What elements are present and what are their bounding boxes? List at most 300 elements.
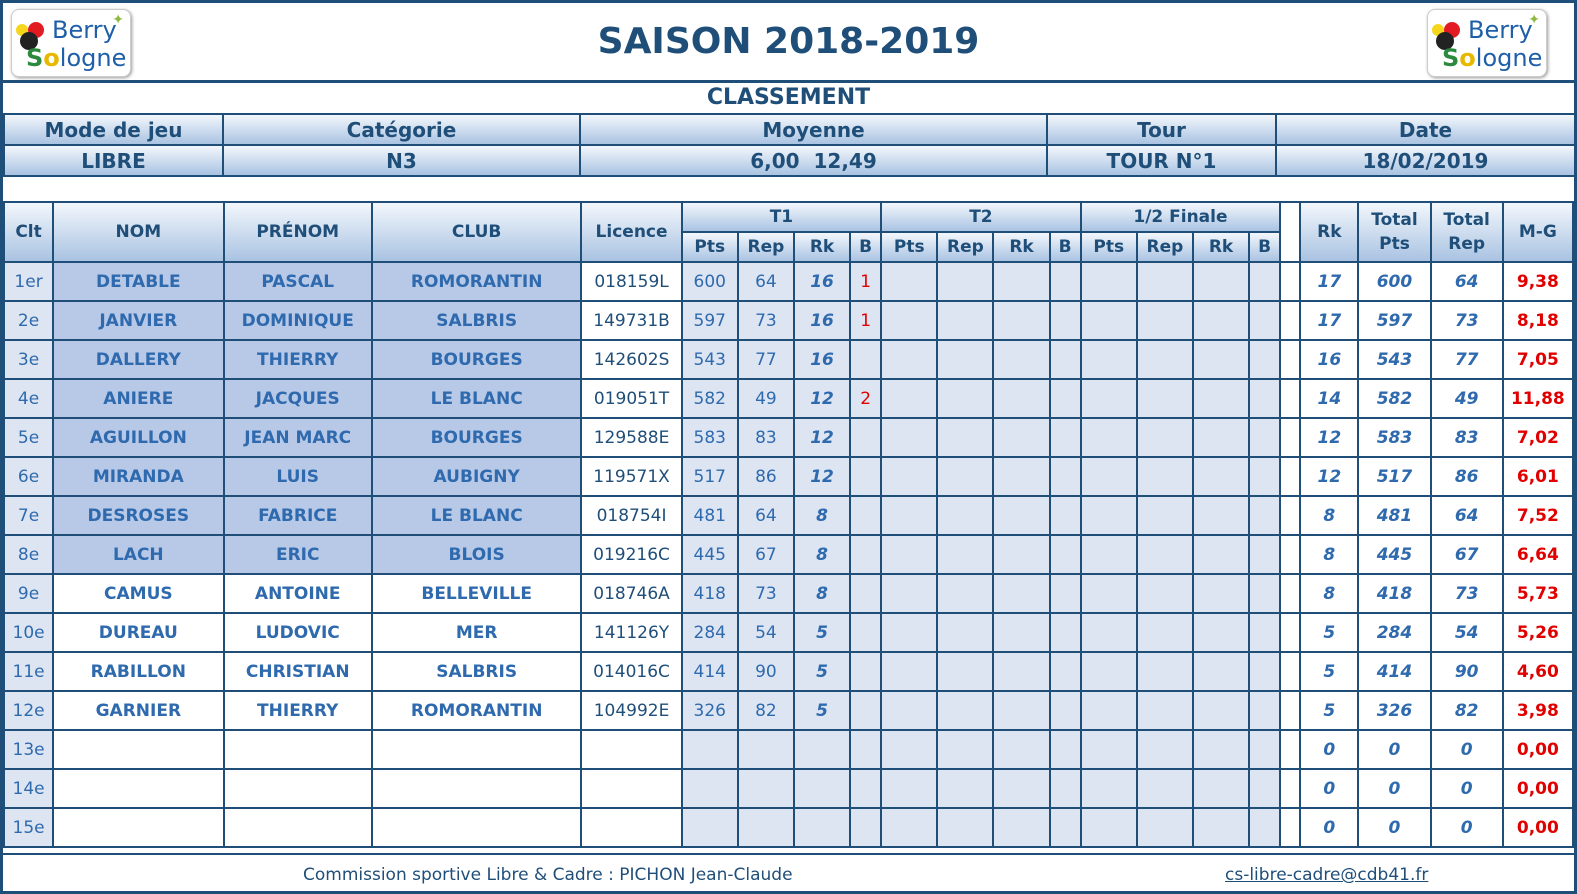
cell-mg: 0,00: [1503, 808, 1573, 847]
cell-t2-rep: [937, 340, 993, 379]
cell-clt: 7e: [4, 496, 53, 535]
cell-licence: 141126Y: [581, 613, 681, 652]
cell-nom: MIRANDA: [53, 457, 223, 496]
cell-t1-rep: 64: [738, 496, 794, 535]
cell-prenom: THIERRY: [224, 691, 372, 730]
cell-t1-pts: [682, 808, 738, 847]
cell-mg: 0,00: [1503, 769, 1573, 808]
cell-nom: [53, 730, 223, 769]
cell-gap: [1280, 535, 1300, 574]
cell-t2-pts: [881, 730, 937, 769]
cell-nom: GARNIER: [53, 691, 223, 730]
cell-t2-rep: [937, 262, 993, 301]
cell-t2-pts: [881, 535, 937, 574]
info-value-mode: LIBRE: [4, 145, 223, 176]
cell-df-rk: [1193, 613, 1249, 652]
cell-mg: 5,73: [1503, 574, 1573, 613]
cell-total-rep: 0: [1431, 730, 1503, 769]
cell-clt: 1er: [4, 262, 53, 301]
col-t2-b: B: [1050, 232, 1081, 262]
cell-total-pts: 326: [1358, 691, 1430, 730]
cell-t2-rep: [937, 379, 993, 418]
ranking-table: [3, 201, 1574, 848]
cell-df-rk: [1193, 769, 1249, 808]
table-row: [4, 574, 1573, 613]
cell-t2-b: [1050, 418, 1081, 457]
cell-club: ROMORANTIN: [372, 262, 582, 301]
cell-t2-rep: [937, 652, 993, 691]
col-t1-rk: Rk: [794, 232, 850, 262]
cell-df-b: [1249, 652, 1280, 691]
section-title: CLASSEMENT: [706, 85, 871, 110]
cell-nom: DALLERY: [53, 340, 223, 379]
cell-prenom: FABRICE: [224, 496, 372, 535]
star-icon: ✦: [112, 12, 124, 28]
cell-licence: [581, 730, 681, 769]
table-row: [4, 808, 1573, 847]
cell-prenom: ANTOINE: [224, 574, 372, 613]
cell-prenom: [224, 769, 372, 808]
cell-club: ROMORANTIN: [372, 691, 582, 730]
cell-nom: DUREAU: [53, 613, 223, 652]
cell-licence: 018746A: [581, 574, 681, 613]
info-value-categorie: N3: [223, 145, 580, 176]
cell-df-b: [1249, 457, 1280, 496]
cell-clt: 11e: [4, 652, 53, 691]
cell-prenom: DOMINIQUE: [224, 301, 372, 340]
cell-t2-rk: [993, 418, 1049, 457]
cell-rk-total: 12: [1300, 457, 1358, 496]
cell-df-rk: [1193, 535, 1249, 574]
star-icon: ✦: [1528, 12, 1540, 28]
cell-gap: [1280, 574, 1300, 613]
col-group-t2: T2: [881, 202, 1081, 232]
cell-clt: 3e: [4, 340, 53, 379]
table-row: [4, 418, 1573, 457]
cell-nom: RABILLON: [53, 652, 223, 691]
cell-total-rep: 54: [1431, 613, 1503, 652]
table-row: [4, 613, 1573, 652]
cell-nom: DETABLE: [53, 262, 223, 301]
cell-total-pts: 284: [1358, 613, 1430, 652]
cell-club: BOURGES: [372, 418, 582, 457]
cell-t1-b: [850, 457, 881, 496]
cell-t1-rk: 16: [794, 262, 850, 301]
table-row: [4, 535, 1573, 574]
cell-total-rep: 73: [1431, 574, 1503, 613]
cell-total-pts: 0: [1358, 808, 1430, 847]
cell-total-rep: 67: [1431, 535, 1503, 574]
cell-t1-pts: 597: [682, 301, 738, 340]
info-header-row: [4, 114, 1575, 145]
cell-df-b: [1249, 574, 1280, 613]
cell-rk-total: 0: [1300, 808, 1358, 847]
cell-t1-rk: [794, 808, 850, 847]
cell-df-b: [1249, 301, 1280, 340]
cell-gap: [1280, 301, 1300, 340]
col-total-pts: Total Pts: [1358, 202, 1430, 262]
cell-t1-rep: 77: [738, 340, 794, 379]
info-value-tour: TOUR N°1: [1047, 145, 1276, 176]
cell-t1-rep: 82: [738, 691, 794, 730]
cell-t1-pts: 418: [682, 574, 738, 613]
cell-t2-pts: [881, 301, 937, 340]
table-row: [4, 379, 1573, 418]
cell-t1-pts: 481: [682, 496, 738, 535]
cell-df-rk: [1193, 730, 1249, 769]
table-row: [4, 262, 1573, 301]
cell-mg: 7,52: [1503, 496, 1573, 535]
cell-mg: 4,60: [1503, 652, 1573, 691]
cell-total-pts: 543: [1358, 340, 1430, 379]
info-header-tour: Tour: [1047, 114, 1276, 145]
cell-df-rk: [1193, 379, 1249, 418]
cell-t1-rk: 5: [794, 613, 850, 652]
cell-total-pts: 583: [1358, 418, 1430, 457]
cell-total-rep: 83: [1431, 418, 1503, 457]
info-header-date: Date: [1276, 114, 1575, 145]
cell-mg: 6,01: [1503, 457, 1573, 496]
info-header-moyenne: Moyenne: [580, 114, 1047, 145]
cell-t1-pts: 445: [682, 535, 738, 574]
cell-total-pts: 445: [1358, 535, 1430, 574]
cell-t1-b: [850, 691, 881, 730]
cell-t1-rep: 54: [738, 613, 794, 652]
cell-t2-b: [1050, 652, 1081, 691]
cell-t2-pts: [881, 769, 937, 808]
cell-t2-rep: [937, 691, 993, 730]
col-clt: Clt: [4, 202, 53, 262]
cell-t2-rk: [993, 340, 1049, 379]
cell-t2-b: [1050, 301, 1081, 340]
cell-mg: 5,26: [1503, 613, 1573, 652]
info-header-categorie: Catégorie: [223, 114, 580, 145]
cell-total-rep: 0: [1431, 769, 1503, 808]
cell-club: [372, 730, 582, 769]
cell-mg: 8,18: [1503, 301, 1573, 340]
cell-df-rep: [1137, 613, 1193, 652]
cell-t2-rk: [993, 262, 1049, 301]
cell-df-pts: [1081, 574, 1137, 613]
cell-df-rk: [1193, 496, 1249, 535]
cell-df-rk: [1193, 262, 1249, 301]
cell-rk-total: 8: [1300, 535, 1358, 574]
cell-prenom: LUDOVIC: [224, 613, 372, 652]
cell-t1-rk: [794, 769, 850, 808]
cell-total-pts: 414: [1358, 652, 1430, 691]
cell-t1-pts: 600: [682, 262, 738, 301]
cell-df-b: [1249, 769, 1280, 808]
col-rk-total: Rk: [1300, 202, 1358, 262]
info-value-row: [4, 145, 1575, 176]
col-t1-pts: Pts: [682, 232, 738, 262]
cell-gap: [1280, 652, 1300, 691]
cell-prenom: [224, 730, 372, 769]
cell-df-b: [1249, 730, 1280, 769]
cell-mg: 6,64: [1503, 535, 1573, 574]
cell-t2-b: [1050, 340, 1081, 379]
cell-clt: 10e: [4, 613, 53, 652]
cell-t2-rk: [993, 535, 1049, 574]
cell-rk-total: 5: [1300, 613, 1358, 652]
cell-t2-rk: [993, 652, 1049, 691]
cell-df-rep: [1137, 535, 1193, 574]
cell-t2-pts: [881, 379, 937, 418]
footer: [3, 861, 1574, 891]
cell-df-b: [1249, 379, 1280, 418]
cell-mg: 3,98: [1503, 691, 1573, 730]
cell-t2-pts: [881, 652, 937, 691]
footer-divider: [3, 853, 1574, 855]
table-row: [4, 691, 1573, 730]
cell-gap: [1280, 496, 1300, 535]
cell-clt: 14e: [4, 769, 53, 808]
cell-licence: 019216C: [581, 535, 681, 574]
cell-df-rep: [1137, 418, 1193, 457]
cell-t2-rep: [937, 418, 993, 457]
cell-licence: 149731B: [581, 301, 681, 340]
cell-clt: 6e: [4, 457, 53, 496]
cell-total-rep: 0: [1431, 808, 1503, 847]
cell-clt: 5e: [4, 418, 53, 457]
footer-credit: Commission sportive Libre & Cadre : PICHON Jean-Claude: [303, 865, 793, 885]
cell-prenom: JEAN MARC: [224, 418, 372, 457]
cell-df-pts: [1081, 691, 1137, 730]
col-prenom: PRÉNOM: [224, 202, 372, 262]
cell-t1-rep: 90: [738, 652, 794, 691]
cell-df-rep: [1137, 691, 1193, 730]
cell-gap: [1280, 379, 1300, 418]
cell-t2-b: [1050, 496, 1081, 535]
cell-t1-rk: [794, 730, 850, 769]
cell-df-rk: [1193, 808, 1249, 847]
cell-t2-rk: [993, 574, 1049, 613]
cell-df-pts: [1081, 613, 1137, 652]
cell-t1-rk: 16: [794, 301, 850, 340]
cell-t2-rk: [993, 457, 1049, 496]
cell-rk-total: 5: [1300, 652, 1358, 691]
cell-licence: 142602S: [581, 340, 681, 379]
info-value-date: 18/02/2019: [1276, 145, 1575, 176]
cell-total-pts: 481: [1358, 496, 1430, 535]
cell-t2-b: [1050, 730, 1081, 769]
cell-t2-b: [1050, 379, 1081, 418]
cell-t1-rep: 64: [738, 262, 794, 301]
cell-df-b: [1249, 613, 1280, 652]
info-value-moyenne: 6,00 12,49: [580, 145, 1047, 176]
cell-df-b: [1249, 262, 1280, 301]
col-licence: Licence: [581, 202, 681, 262]
logo-text-sologne: Sologne: [26, 44, 127, 72]
cell-clt: 8e: [4, 535, 53, 574]
cell-mg: 7,02: [1503, 418, 1573, 457]
cell-t1-pts: 517: [682, 457, 738, 496]
cell-t1-b: 1: [850, 262, 881, 301]
col-t1-rep: Rep: [738, 232, 794, 262]
cell-rk-total: 12: [1300, 418, 1358, 457]
cell-df-rep: [1137, 574, 1193, 613]
table-row: [4, 457, 1573, 496]
cell-t2-rep: [937, 301, 993, 340]
cell-prenom: CHRISTIAN: [224, 652, 372, 691]
cell-t2-rep: [937, 613, 993, 652]
cell-club: AUBIGNY: [372, 457, 582, 496]
cell-t1-rk: 8: [794, 535, 850, 574]
cell-t1-b: [850, 418, 881, 457]
cell-df-rep: [1137, 769, 1193, 808]
cell-club: LE BLANC: [372, 496, 582, 535]
cell-t1-rk: 12: [794, 457, 850, 496]
cell-total-rep: 64: [1431, 496, 1503, 535]
cell-t2-b: [1050, 691, 1081, 730]
table-row: [4, 652, 1573, 691]
cell-t2-b: [1050, 535, 1081, 574]
cell-t1-b: [850, 613, 881, 652]
cell-t2-pts: [881, 574, 937, 613]
cell-t1-rep: 83: [738, 418, 794, 457]
footer-email-link[interactable]: cs-libre-cadre@cdb41.fr: [1225, 865, 1429, 885]
col-club: CLUB: [372, 202, 582, 262]
cell-df-b: [1249, 496, 1280, 535]
col-df-b: B: [1249, 232, 1280, 262]
cell-t2-rep: [937, 574, 993, 613]
cell-t2-pts: [881, 418, 937, 457]
cell-df-rk: [1193, 652, 1249, 691]
cell-t2-pts: [881, 457, 937, 496]
info-header-mode: Mode de jeu: [4, 114, 223, 145]
cell-mg: 7,05: [1503, 340, 1573, 379]
cell-t2-rk: [993, 613, 1049, 652]
cell-df-rep: [1137, 457, 1193, 496]
cell-t1-pts: [682, 769, 738, 808]
cell-nom: JANVIER: [53, 301, 223, 340]
cell-licence: 129588E: [581, 418, 681, 457]
cell-df-pts: [1081, 769, 1137, 808]
cell-prenom: LUIS: [224, 457, 372, 496]
cell-t1-b: 2: [850, 379, 881, 418]
cell-total-rep: 86: [1431, 457, 1503, 496]
cell-t1-rep: [738, 769, 794, 808]
cell-df-rep: [1137, 379, 1193, 418]
col-t2-pts: Pts: [881, 232, 937, 262]
cell-t1-rk: 8: [794, 496, 850, 535]
cell-total-rep: 73: [1431, 301, 1503, 340]
cell-df-rep: [1137, 652, 1193, 691]
cell-t2-pts: [881, 691, 937, 730]
cell-total-pts: 418: [1358, 574, 1430, 613]
cell-df-pts: [1081, 379, 1137, 418]
cell-club: [372, 808, 582, 847]
cell-t1-pts: 583: [682, 418, 738, 457]
col-group-t1: T1: [682, 202, 882, 232]
cell-rk-total: 8: [1300, 574, 1358, 613]
cell-t1-rep: [738, 730, 794, 769]
cell-df-rep: [1137, 340, 1193, 379]
cell-t1-rep: 86: [738, 457, 794, 496]
logo-text-sologne: Sologne: [1442, 44, 1543, 72]
cell-df-pts: [1081, 730, 1137, 769]
cell-clt: 4e: [4, 379, 53, 418]
cell-licence: [581, 769, 681, 808]
cell-total-rep: 64: [1431, 262, 1503, 301]
table-header-row: [4, 202, 1573, 232]
table-row: [4, 496, 1573, 535]
cell-rk-total: 17: [1300, 301, 1358, 340]
cell-t2-b: [1050, 769, 1081, 808]
cell-df-pts: [1081, 496, 1137, 535]
cell-t2-pts: [881, 340, 937, 379]
cell-t1-rep: 49: [738, 379, 794, 418]
cell-licence: [581, 808, 681, 847]
cell-rk-total: 0: [1300, 769, 1358, 808]
cell-nom: ANIERE: [53, 379, 223, 418]
table-row: [4, 769, 1573, 808]
logo-text-berry: Berry: [1468, 16, 1533, 44]
cell-rk-total: 0: [1300, 730, 1358, 769]
col-df-pts: Pts: [1081, 232, 1137, 262]
cell-total-rep: 82: [1431, 691, 1503, 730]
cell-t2-rk: [993, 691, 1049, 730]
cell-club: SALBRIS: [372, 301, 582, 340]
cell-club: LE BLANC: [372, 379, 582, 418]
cell-club: MER: [372, 613, 582, 652]
cell-nom: [53, 769, 223, 808]
col-total-rep: Total Rep: [1431, 202, 1503, 262]
cell-rk-total: 16: [1300, 340, 1358, 379]
cell-t2-rk: [993, 730, 1049, 769]
cell-t2-rk: [993, 301, 1049, 340]
col-t2-rk: Rk: [993, 232, 1049, 262]
cell-t1-rk: 8: [794, 574, 850, 613]
logo-text-berry: Berry: [52, 16, 117, 44]
cell-df-rep: [1137, 808, 1193, 847]
cell-prenom: PASCAL: [224, 262, 372, 301]
cell-licence: 119571X: [581, 457, 681, 496]
cell-t1-b: [850, 730, 881, 769]
col-gap: [1280, 202, 1300, 262]
cell-df-pts: [1081, 652, 1137, 691]
cell-t1-pts: 326: [682, 691, 738, 730]
cell-t2-rk: [993, 496, 1049, 535]
cell-df-b: [1249, 340, 1280, 379]
cell-mg: 0,00: [1503, 730, 1573, 769]
cell-rk-total: 5: [1300, 691, 1358, 730]
cell-prenom: ERIC: [224, 535, 372, 574]
cell-t1-rep: 73: [738, 574, 794, 613]
cell-t2-rep: [937, 457, 993, 496]
cell-gap: [1280, 769, 1300, 808]
cell-prenom: [224, 808, 372, 847]
cell-total-pts: 0: [1358, 769, 1430, 808]
cell-gap: [1280, 730, 1300, 769]
cell-t1-pts: [682, 730, 738, 769]
cell-total-rep: 49: [1431, 379, 1503, 418]
cell-clt: 9e: [4, 574, 53, 613]
cell-df-rep: [1137, 496, 1193, 535]
cell-total-pts: 517: [1358, 457, 1430, 496]
cell-total-pts: 0: [1358, 730, 1430, 769]
cell-clt: 12e: [4, 691, 53, 730]
cell-rk-total: 17: [1300, 262, 1358, 301]
cell-t1-rk: 12: [794, 379, 850, 418]
cell-mg: 11,88: [1503, 379, 1573, 418]
cell-clt: 15e: [4, 808, 53, 847]
cell-t1-rep: 73: [738, 301, 794, 340]
cell-t2-b: [1050, 574, 1081, 613]
cell-total-pts: 597: [1358, 301, 1430, 340]
cell-t2-rep: [937, 496, 993, 535]
cell-gap: [1280, 457, 1300, 496]
